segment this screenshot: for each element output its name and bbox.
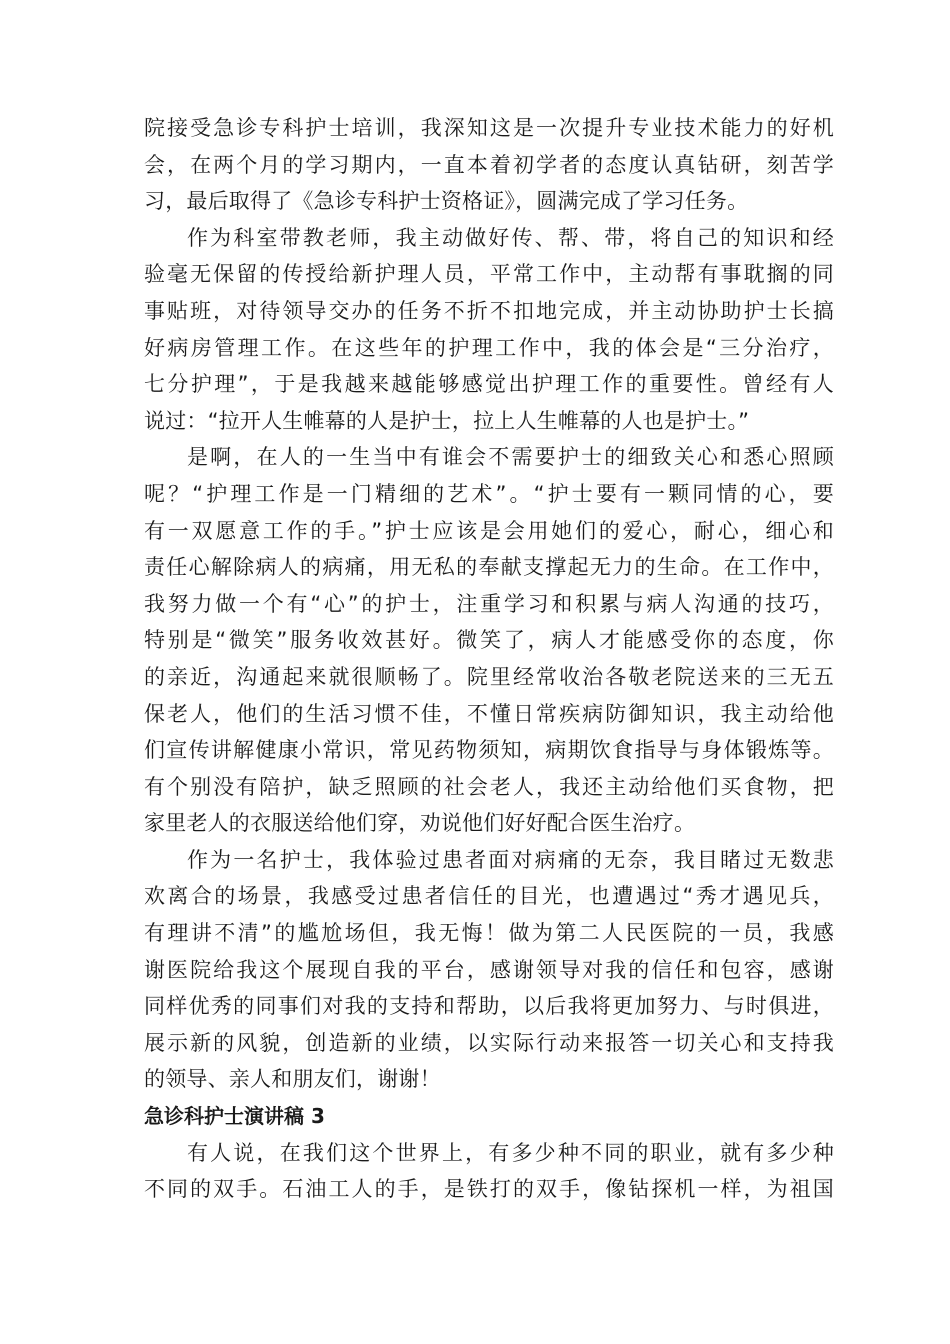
text-line: 作为一名护士，我体验过患者面对病痛的无奈，我目睹过无数悲 (187, 847, 834, 872)
text-line: 的亲近，沟通起来就很顺畅了。院里经常收治各敬老院送来的三无五 (144, 664, 834, 689)
document-page (144, 110, 834, 1208)
text-line: 欢离合的场景，我感受过患者信任的目光，也遭遇过“秀才遇见兵， (144, 884, 834, 909)
text-line: 责任心解除病人的病痛，用无私的奉献支撑起无力的生命。在工作中， (144, 555, 834, 580)
text-line: 我努力做一个有“心”的护士，注重学习和积累与病人沟通的技巧， (144, 591, 834, 616)
document-body-continued (144, 1135, 834, 1208)
text-line: 有理讲不清”的尴尬场但，我无悔！做为第二人民医院的一员，我感 (144, 921, 834, 946)
text-line: 好病房管理工作。在这些年的护理工作中，我的体会是“三分治疗， (144, 335, 834, 360)
text-line: 作为科室带教老师，我主动做好传、帮、带，将自己的知识和经 (187, 225, 834, 250)
text-line: 有个别没有陪护，缺乏照顾的社会老人，我还主动给他们买食物，把 (144, 774, 834, 799)
text-line: 保老人，他们的生活习惯不佳，不懂日常疾病防御知识，我主动给他 (144, 701, 834, 726)
text-line: 验毫无保留的传授给新护理人员，平常工作中，主动帮有事耽搁的同 (144, 262, 834, 287)
text-line: 的领导、亲人和朋友们，谢谢！ (144, 1067, 441, 1092)
text-line: 展示新的风貌，创造新的业绩，以实际行动来报答一切关心和支持我 (144, 1030, 834, 1055)
text-line: 有一双愿意工作的手。”护士应该是会用她们的爱心，耐心，细心和 (144, 518, 834, 543)
text-line: 习，最后取得了《急诊专科护士资格证》，圆满完成了学习任务。 (144, 189, 749, 214)
text-line: 家里老人的衣服送给他们穿，劝说他们好好配合医生治疗。 (144, 811, 696, 836)
text-line: 呢？“护理工作是一门精细的艺术”。“护士要有一颗同情的心，要 (144, 481, 834, 506)
text-line: 有人说，在我们这个世界上，有多少种不同的职业，就有多少种 (187, 1140, 834, 1165)
text-line: 不同的双手。石油工人的手，是铁打的双手，像钻探机一样，为祖国 (144, 1177, 834, 1202)
text-line: 事贴班，对待领导交办的任务不折不扣地完成，并主动协助护士长搞 (144, 298, 834, 323)
text-line: 是啊，在人的一生当中有谁会不需要护士的细致关心和悉心照顾 (187, 445, 834, 470)
text-line: 院接受急诊专科护士培训，我深知这是一次提升专业技术能力的好机 (144, 116, 834, 140)
text-line: 们宣传讲解健康小常识，常见药物须知，病期饮食指导与身体锻炼等。 (144, 738, 834, 763)
section-heading: 急诊科护士演讲稿 3 (144, 1104, 325, 1129)
text-line: 同样优秀的同事们对我的支持和帮助，以后我将更加努力、与时俱进， (144, 994, 834, 1019)
text-line: 特别是“微笑”服务收效甚好。微笑了，病人才能感受你的态度，你 (144, 628, 834, 653)
document-body (144, 110, 834, 1098)
text-line: 谢医院给我这个展现自我的平台，感谢领导对我的信任和包容，感谢 (144, 957, 834, 982)
text-line: 说过：“拉开人生帷幕的人是护士，拉上人生帷幕的人也是护士。” (144, 408, 750, 433)
text-line: 会，在两个月的学习期内，一直本着初学者的态度认真钻研，刻苦学 (144, 152, 834, 177)
text-line: 七分护理”，于是我越来越能够感觉出护理工作的重要性。曾经有人 (144, 372, 834, 397)
